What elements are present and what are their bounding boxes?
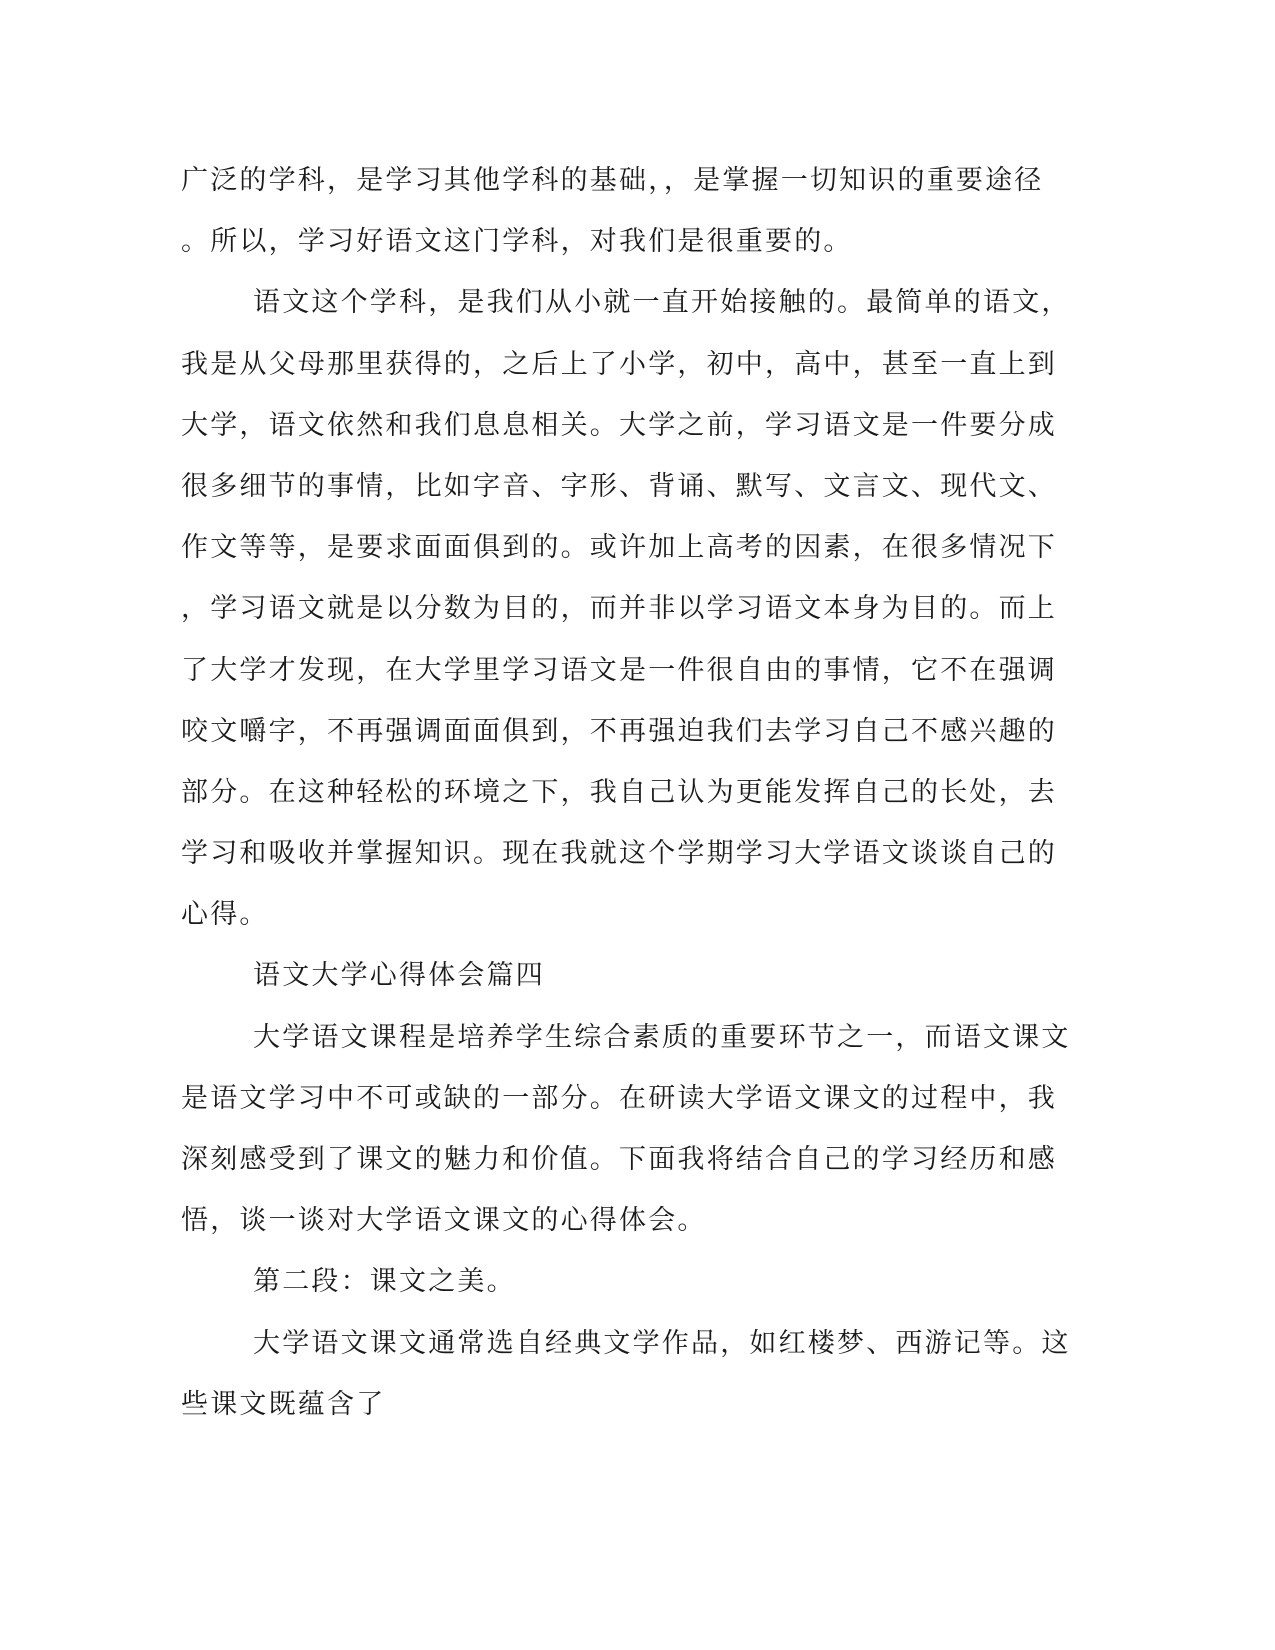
paragraph-continuation [181, 150, 1044, 272]
text-line: 深刻感受到了课文的魅力和价值。下面我将结合自己的学习经历和感 [181, 1144, 1057, 1175]
text-line: 语文这个学科，是我们从小就一直开始接触的。最简单的语文， [253, 287, 1071, 319]
text-line: 咬文嚼字，不再强调面面俱到，不再强迫我们去学习自己不感兴趣的 [181, 715, 1057, 747]
section-heading [181, 945, 1041, 1006]
subheading-text: 第二段：课文之美。 [253, 1266, 516, 1298]
text-line: 广泛的学科，是学习其他学科的基础，，是掌握一切知识的重要途径 [181, 165, 1044, 196]
text-line: 很多细节的事情，比如字音、字形、背诵、默写、文言文、现代文、 [181, 470, 1057, 502]
text-line: 心得。 [181, 899, 269, 931]
paragraph-intro [181, 1007, 1071, 1252]
text-line: 是语文学习中不可或缺的一部分。在研读大学语文课文的过程中，我 [181, 1082, 1057, 1114]
text-line: 悟，谈一谈对大学语文课文的心得体会。 [181, 1205, 707, 1237]
text-line: 学习和吸收并掌握知识。现在我就这个学期学习大学语文谈谈自己的 [181, 838, 1057, 870]
text-line: 大学语文课文通常选自经典文学作品，如红楼梦、西游记等。这 [253, 1327, 1071, 1359]
text-line: 大学，语文依然和我们息息相关。大学之前，学习语文是一件要分成 [181, 409, 1057, 441]
paragraph-beauty [181, 1313, 1071, 1435]
text-line: 我是从父母那里获得的，之后上了小学，初中，高中，甚至一直上到 [181, 348, 1057, 380]
text-line: 大学语文课程是培养学生综合素质的重要环节之一，而语文课文 [253, 1021, 1071, 1053]
text-line: 部分。在这种轻松的环境之下，我自己认为更能发挥自己的长处，去 [181, 776, 1057, 808]
paragraph-learning-chinese [181, 272, 1071, 945]
text-line: 些课文既蕴含了 [181, 1388, 386, 1420]
text-line: ，学习语文就是以分数为目的，而并非以学习语文本身为目的。而上 [181, 593, 1057, 625]
document-page [181, 150, 1071, 1435]
text-line: 。所以，学习好语文这门学科，对我们是很重要的。 [181, 226, 853, 258]
text-line: 作文等等，是要求面面俱到的。或许加上高考的因素，在很多情况下 [181, 532, 1057, 564]
text-line: 了大学才发现，在大学里学习语文是一件很自由的事情，它不在强调 [181, 654, 1057, 686]
subsection-heading [181, 1251, 1041, 1312]
heading-text: 语文大学心得体会篇四 [253, 960, 545, 992]
